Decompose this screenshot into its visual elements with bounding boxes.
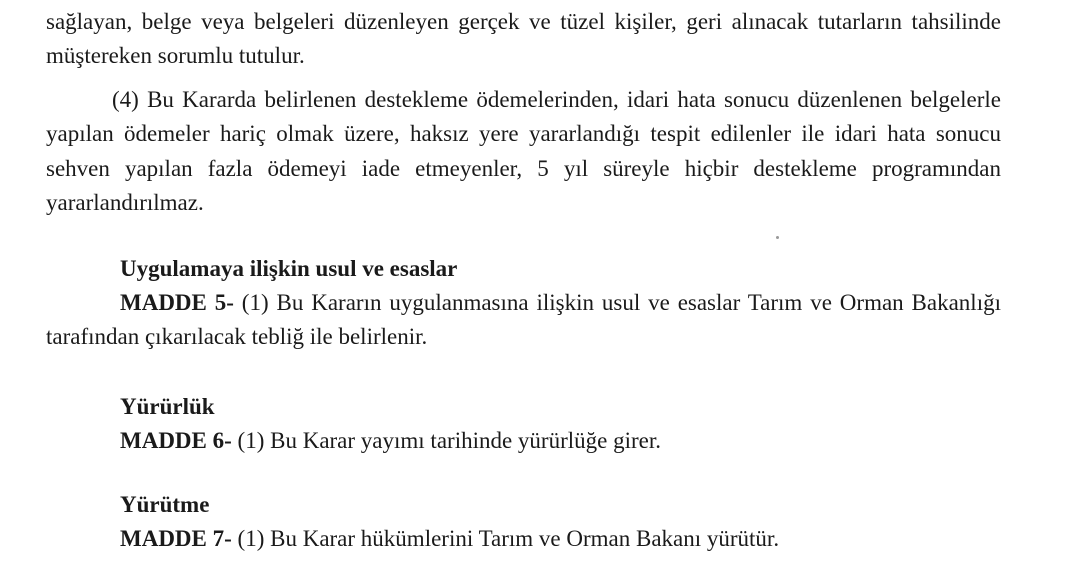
article-7 [46, 522, 1001, 556]
paragraph-clause-4: (4) Bu Kararda belirlenen destekleme ödemelerinden, idari hata sonucu düzenlenen belgelerle yapılan ödemeler hariç olmak üzere, haksız yere yararlandığı tespit edilenler ile idari hata sonucu sehven yapılan fazla ödemeyi iade etmeyenler, 5 yıl süreyle hiçbir destekleme programından yararlandırılmaz. [46, 87, 1001, 216]
article-6-label: MADDE 6- [120, 428, 232, 453]
section-heading-uygulama: Uygulamaya ilişkin usul ve esaslar [120, 256, 458, 281]
article-5-label: MADDE 5- [120, 290, 234, 315]
article-7-label: MADDE 7- [120, 526, 232, 551]
scan-speck [776, 236, 779, 239]
article-5-text: (1) Bu Kararın uygulanmasına ilişkin usul ve esaslar Tarım ve Orman Bakanlığı tarafından çıkarılacak tebliğ ile belirlenir. [46, 290, 1001, 350]
article-7-text: (1) Bu Karar hükümlerini Tarım ve Orman Bakanı yürütür. [231, 526, 780, 551]
paragraph-continuation: sağlayan, belge veya belgeleri düzenleyen gerçek ve tüzel kişiler, geri alınacak tutarların tahsilinde müştereken sorumlu tutulur. [46, 9, 1001, 69]
article-6-text: (1) Bu Karar yayımı tarihinde yürürlüğe girer. [231, 428, 661, 453]
article-5 [46, 286, 1001, 355]
section-heading-yururluk: Yürürlük [120, 394, 215, 419]
section-heading-yurutme: Yürütme [120, 492, 210, 517]
article-6 [46, 424, 1001, 458]
